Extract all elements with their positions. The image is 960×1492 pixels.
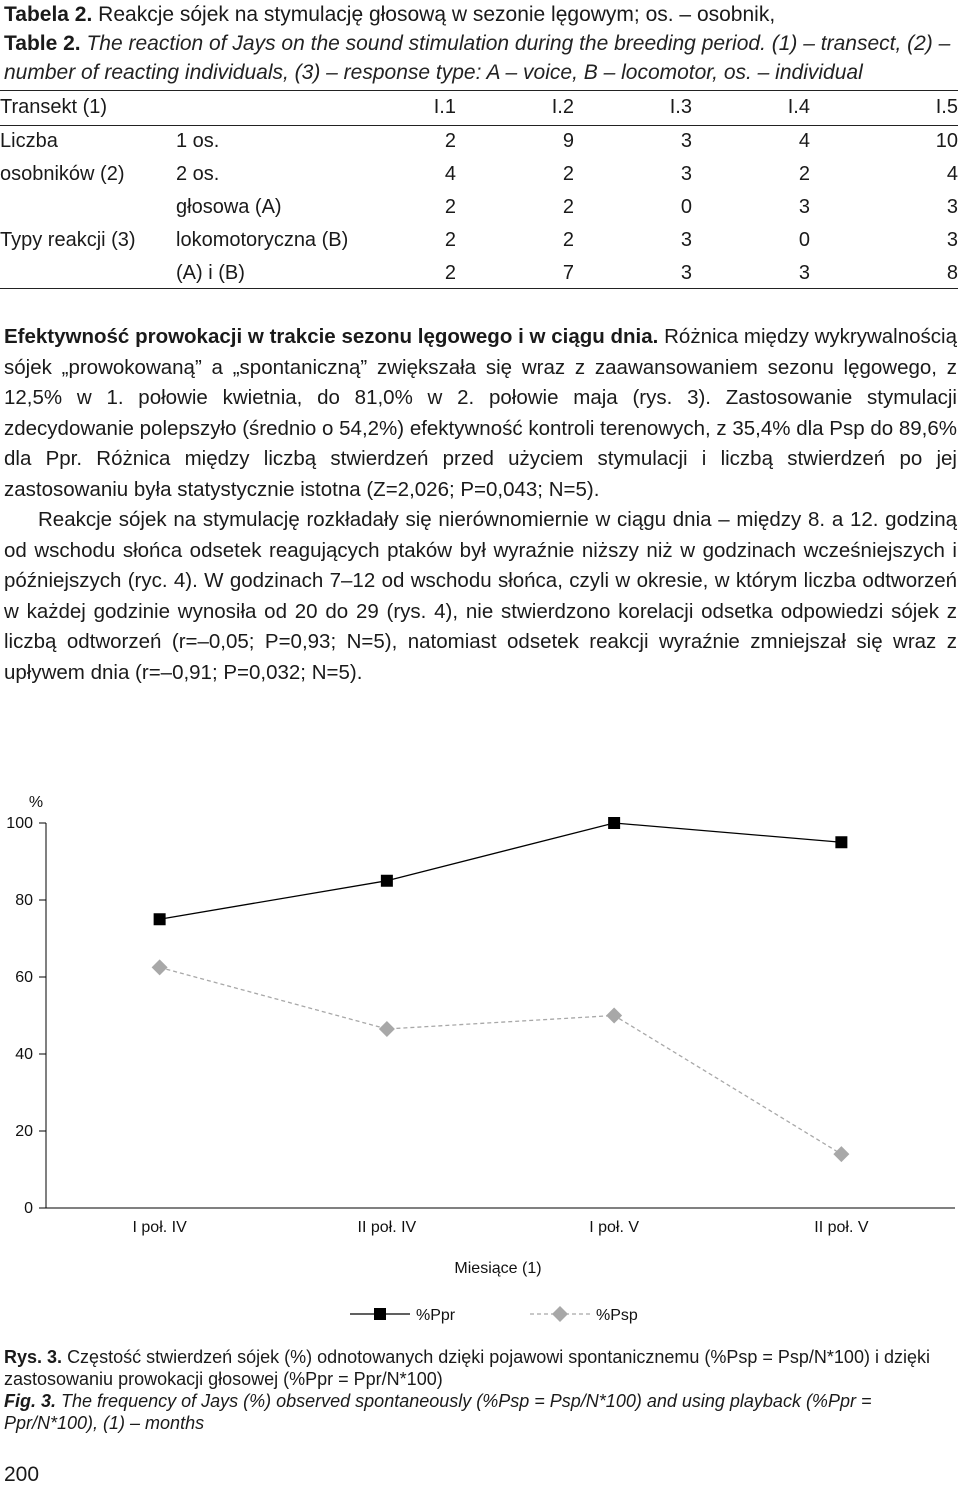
x-tick-label: II poł. V (814, 1219, 869, 1236)
y-tick-label: 20 (15, 1123, 33, 1140)
group-label-individuals-2: osobników (2) (0, 163, 125, 185)
x-tick-label: II poł. IV (357, 1219, 417, 1236)
column-header: I.2 (551, 96, 574, 118)
paragraph-lead: Efektywność prowokacji w trakcie sezonu lęgowego i w ciągu dnia. (4, 325, 659, 348)
table-header-row (0, 90, 958, 125)
table-cell: 2 (444, 196, 456, 218)
table-cell: 8 (946, 262, 958, 284)
data-point (606, 1008, 622, 1024)
table-cell: 2 (444, 229, 456, 251)
y-tick-label: 100 (6, 815, 33, 832)
table-row (0, 257, 958, 290)
page-number: 200 (4, 1463, 40, 1486)
transect-header: Transekt (1) (0, 96, 108, 118)
table-cell: 4 (444, 163, 456, 185)
table-row (0, 125, 958, 158)
figure-caption-en-label: Fig. 3. (4, 1391, 57, 1411)
y-tick-label: 60 (15, 969, 33, 986)
y-tick-label: 40 (15, 1046, 33, 1063)
group-label-reaction-types: Typy reakcji (3) (0, 229, 136, 251)
table-cell: 3 (680, 262, 692, 284)
table-cell: 2 (444, 262, 456, 284)
row-label: głosowa (A) (176, 196, 282, 218)
table-cell: 3 (680, 130, 692, 152)
table-cell: 4 (798, 130, 810, 152)
table-cell: 3 (798, 262, 810, 284)
table-cell: 2 (798, 163, 810, 185)
row-label: lokomotoryczna (B) (176, 229, 349, 251)
x-tick-label: I poł. IV (132, 1219, 187, 1236)
data-point (608, 817, 620, 829)
data-point (835, 836, 847, 848)
table-row (0, 224, 958, 257)
table-cell: 0 (798, 229, 810, 251)
body-text (4, 322, 957, 688)
legend-label: %Ppr (416, 1307, 456, 1324)
table-caption-en-label: Table 2. (4, 32, 81, 55)
x-axis-label: Miesiące (1) (454, 1260, 542, 1277)
data-point (154, 913, 166, 925)
table-cell: 3 (680, 163, 692, 185)
table-cell: 2 (444, 130, 456, 152)
legend-label: %Psp (596, 1307, 638, 1324)
table-caption (4, 0, 959, 87)
paragraph: Reakcje sójek na stymulację rozkładały się nierównomiernie w ciągu dnia – między 8. a 12. godziną od wschodu słońca odsetek reagujących ptaków był wyraźnie niższy niż w godzinach wcześniejszych i późniejszych (ryc. 4). W godzinach 7–12 od wschodu słońca, czyli w okresie, w którym liczba odtworzeń w każdej godzinie wynosiła od 20 do 29 (rys. 4), nie stwierdzono korelacji odsetka odpowiedzi sójek z liczbą odtworzeń (r=–0,05; P=0,93; N=5), natomiast odsetek reakcji wyraźnie zmniejszał się wraz z upływem dnia (r=–0,91; P=0,032; N=5). (4, 508, 957, 684)
table-row (0, 191, 958, 224)
chart-legend (350, 1306, 638, 1324)
table-cell: 0 (680, 196, 692, 218)
legend-marker (374, 1308, 386, 1320)
table-cell: 2 (562, 229, 574, 251)
y-tick-label: 80 (15, 892, 33, 909)
data-point (152, 959, 168, 975)
figure-caption-en-text: The frequency of Jays (%) observed spontaneously (%Psp = Psp/N*100) and using playback (%Ppr = Ppr/N*100), (1) – months (4, 1391, 872, 1433)
table-caption-pl-text: Reakcje sójek na stymulację głosową w sezonie lęgowym; os. – osobnik, (98, 3, 776, 26)
group-label-individuals: Liczba (0, 130, 58, 152)
figure-caption-pl-text: Częstość stwierdzeń sójek (%) odnotowanych dzięki pojawowi spontanicznemu (%Psp = Psp/N*100) i dzięki zastosowaniu prowokacji głosowej (%Ppr = Ppr/N*100) (4, 1347, 930, 1389)
column-header: I.3 (669, 96, 692, 118)
table-cell: 3 (680, 229, 692, 251)
row-label: 2 os. (176, 163, 220, 185)
figure-caption (4, 1346, 957, 1434)
table-cell: 10 (935, 130, 958, 152)
table-cell: 2 (562, 163, 574, 185)
column-header: I.4 (787, 96, 810, 118)
paragraph-text: Różnica między wykrywalnością sójek „prowokowaną” a „spontaniczną” zwiększała się wraz z zaawansowaniem sezonu lęgowego, z 12,5% w 1. połowie kwietnia, do 81,0% w 2. połowie maja (rys. 3). Zastosowanie stymulacji zdecydowanie polepszyło (średnio o 54,2%) efektywność kontroli terenowych, z 35,4% dla Psp do 89,6% dla Ppr. Różnica między liczbą stwierdzeń przed użyciem stymulacji i liczbą stwierdzeń po jej zastosowaniu była statystycznie istotna (Z=2,026; P=0,043; N=5). (4, 325, 957, 501)
row-label: (A) i (B) (176, 262, 245, 284)
chart-series (152, 817, 850, 1162)
table-caption-en-text: The reaction of Jays on the sound stimulation during the breeding period. (1) – transect, (2) – number of reacting individuals, (3) – response type: A – voice, B – locomotor, os. – individual (4, 32, 951, 84)
chart-labels (6, 794, 869, 1277)
table-cell: 7 (562, 262, 574, 284)
table-cell: 3 (946, 229, 958, 251)
table-cell: 9 (562, 130, 574, 152)
y-axis-label: % (28, 794, 44, 811)
column-header: I.1 (433, 96, 456, 118)
row-label: 1 os. (176, 130, 220, 152)
data-point (379, 1021, 395, 1037)
table-cell: 4 (946, 163, 958, 185)
legend-marker (552, 1306, 568, 1322)
y-tick-label: 0 (24, 1200, 33, 1217)
reaction-table (0, 90, 958, 290)
data-point (381, 875, 393, 887)
data-point (833, 1146, 849, 1162)
series-line-pct-psp (160, 967, 842, 1154)
frequency-line-chart (0, 780, 960, 1340)
table-caption-pl-label: Tabela 2. (4, 3, 93, 26)
table-row (0, 158, 958, 191)
table-cell: 3 (798, 196, 810, 218)
chart-axes (39, 823, 955, 1208)
x-tick-label: I poł. V (589, 1219, 640, 1236)
paragraph (4, 322, 957, 505)
series-line-pct-ppr (160, 823, 842, 919)
figure-caption-pl-label: Rys. 3. (4, 1347, 63, 1367)
table-cell: 3 (946, 196, 958, 218)
table-cell: 2 (562, 196, 574, 218)
column-header: I.5 (935, 96, 958, 118)
